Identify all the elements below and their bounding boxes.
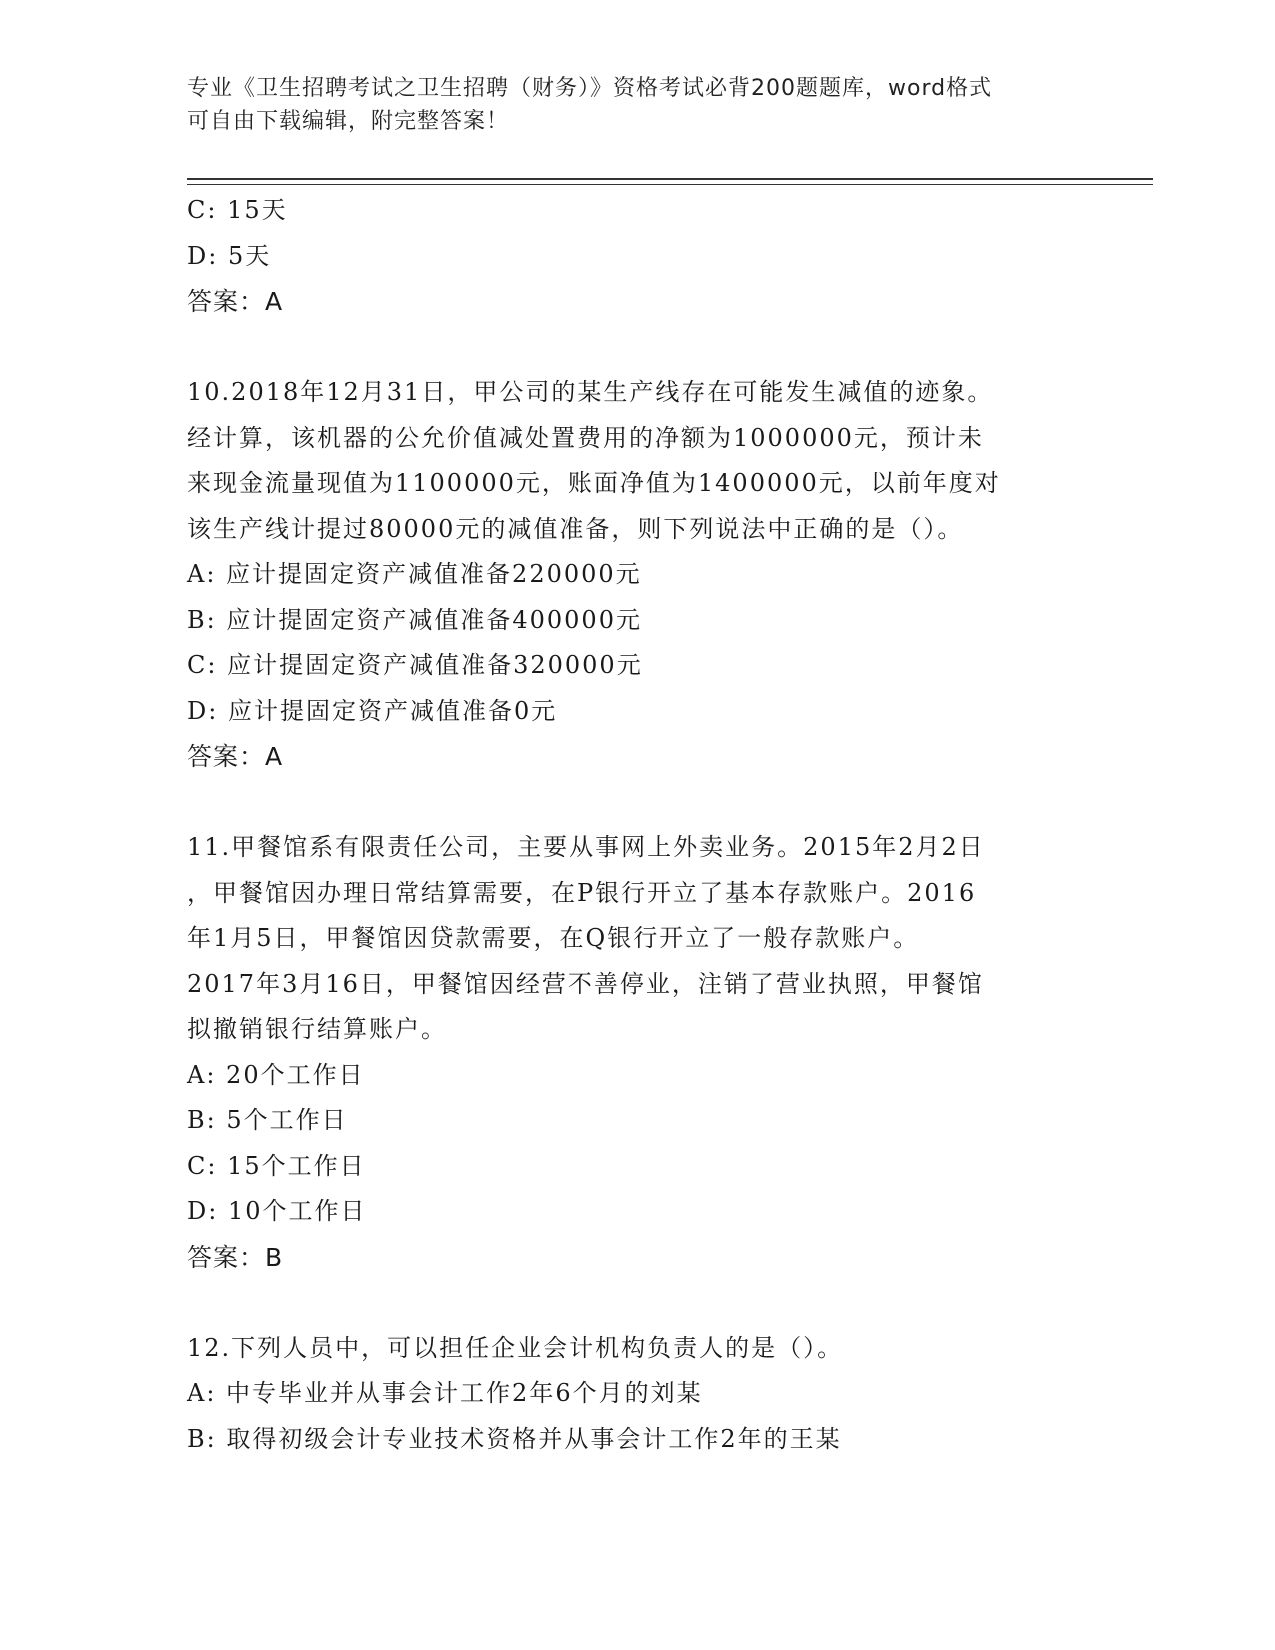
answer: 答案：A xyxy=(187,742,284,771)
question-stem-line: 2017年3月16日，甲餐馆因经营不善停业，注销了营业执照，甲餐馆 xyxy=(187,969,984,998)
answer: 答案：A xyxy=(187,287,284,316)
question-stem-line: 12.下列人员中，可以担任企业会计机构负责人的是（）。 xyxy=(187,1333,844,1362)
option-a: A: 20个工作日 xyxy=(187,1060,365,1089)
question-stem-line: ，甲餐馆因办理日常结算需要，在P银行开立了基本存款账户。2016 xyxy=(187,878,977,907)
previous-question-tail xyxy=(187,188,1087,325)
header-divider-thick xyxy=(187,178,1153,180)
question-10 xyxy=(187,370,1087,780)
option-d: D: 5天 xyxy=(187,241,272,270)
option-b: B: 5个工作日 xyxy=(187,1106,348,1134)
question-stem-line: 经计算，该机器的公允价值减处置费用的净额为1000000元，预计未 xyxy=(187,423,984,452)
option-b: B: 取得初级会计专业技术资格并从事会计工作2年的王某 xyxy=(187,1424,842,1453)
spacer xyxy=(187,325,1087,371)
option-d: D: 10个工作日 xyxy=(187,1197,367,1225)
option-c: C: 15天 xyxy=(187,196,288,224)
option-a: A: 应计提固定资产减值准备220000元 xyxy=(187,560,642,588)
option-c: C: 15个工作日 xyxy=(187,1151,366,1180)
spacer xyxy=(187,780,1087,826)
question-stem-line: 来现金流量现值为1100000元，账面净值为1400000元，以前年度对 xyxy=(187,469,1001,497)
question-stem-line: 该生产线计提过80000元的减值准备，则下列说法中正确的是（）。 xyxy=(187,514,964,543)
document-header xyxy=(187,72,1087,138)
header-line-1: 专业《卫生招聘考试之卫生招聘（财务）》资格考试必背200题题库，word格式 xyxy=(187,76,993,101)
question-11 xyxy=(187,825,1087,1280)
question-stem-line: 拟撤销银行结算账户。 xyxy=(187,1015,447,1043)
header-line-2: 可自由下载编辑，附完整答案！ xyxy=(187,109,510,134)
question-stem-line: 11.甲餐馆系有限责任公司，主要从事网上外卖业务。2015年2月2日 xyxy=(187,833,985,861)
option-d: D: 应计提固定资产减值准备0元 xyxy=(187,696,558,725)
spacer xyxy=(187,1280,1087,1326)
question-content xyxy=(187,188,1087,1462)
question-stem-line: 10.2018年12月31日，甲公司的某生产线存在可能发生减值的迹象。 xyxy=(187,378,994,406)
answer: 答案：B xyxy=(187,1242,284,1272)
header-divider-thin xyxy=(187,184,1153,185)
option-c: C: 应计提固定资产减值准备320000元 xyxy=(187,651,643,679)
option-a: A: 中专毕业并从事会计工作2年6个月的刘某 xyxy=(187,1379,703,1407)
option-b: B: 应计提固定资产减值准备400000元 xyxy=(187,605,642,634)
question-stem-line: 年1月5日，甲餐馆因贷款需要，在Q银行开立了一般存款账户。 xyxy=(187,924,920,952)
question-12 xyxy=(187,1326,1087,1463)
